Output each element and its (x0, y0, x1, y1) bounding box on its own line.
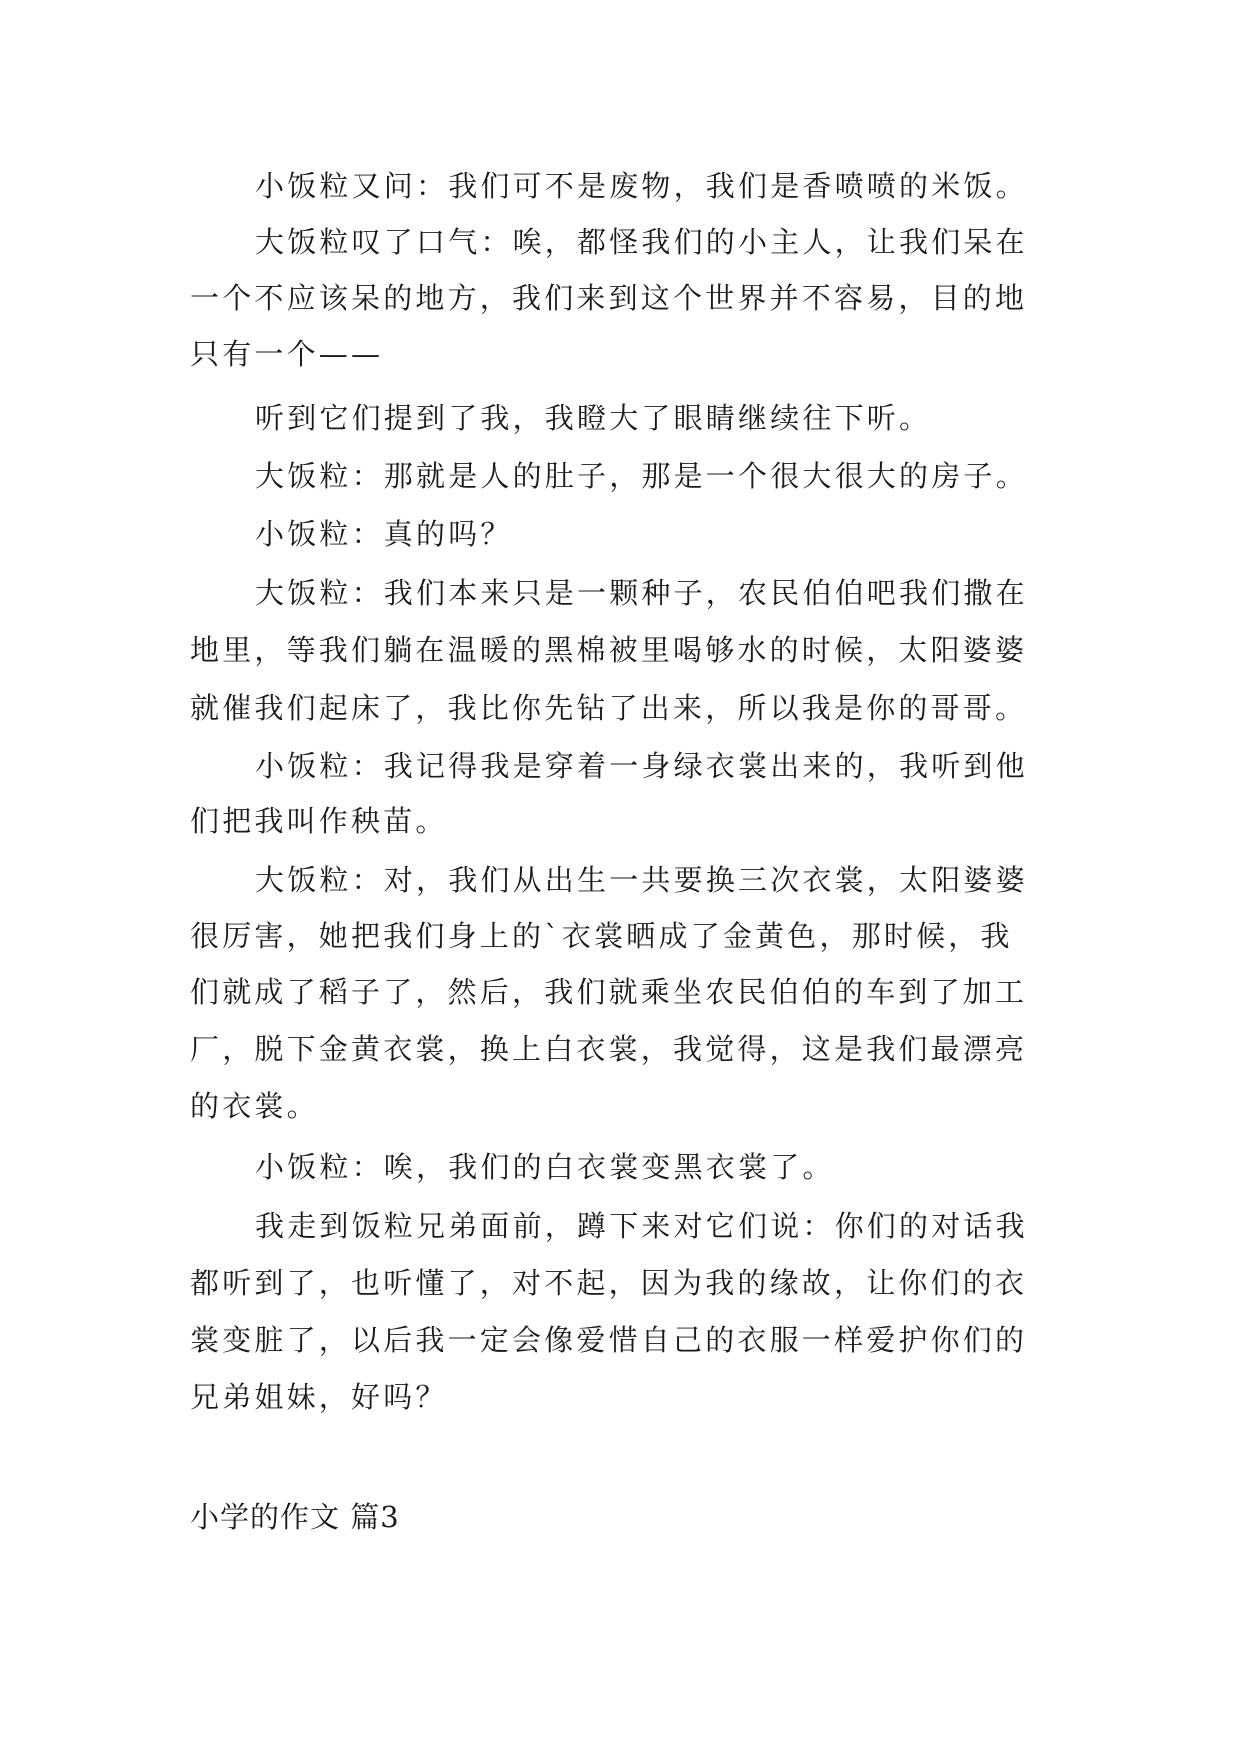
paragraph-line: 大饭粒：对，我们从出生一共要换三次衣裳，太阳婆婆 (255, 863, 1028, 897)
paragraph-line: 小饭粒：唉，我们的白衣裳变黑衣裳了。 (255, 1150, 835, 1184)
paragraph-line: 小饭粒：真的吗？ (255, 517, 513, 551)
paragraph-line: 大饭粒：我们本来只是一颗种子，农民伯伯吧我们撒在 (255, 576, 1028, 610)
paragraph-line: 只有一个—— (190, 337, 384, 371)
paragraph-line: 听到它们提到了我，我瞪大了眼睛继续往下听。 (255, 401, 932, 435)
paragraph-line: 的衣裳。 (190, 1089, 319, 1123)
paragraph-line: 都听到了，也听懂了，对不起，因为我的缘故，让你们的衣 (190, 1266, 1028, 1300)
paragraph-line: 厂，脱下金黄衣裳，换上白衣裳，我觉得，这是我们最漂亮 (190, 1032, 1028, 1066)
paragraph-line: 们就成了稻子了，然后，我们就乘坐农民伯伯的车到了加工 (190, 975, 1028, 1009)
paragraph-line: 小饭粒：我记得我是穿着一身绿衣裳出来的，我听到他 (255, 749, 1028, 783)
paragraph-line: 兄弟姐妹，好吗？ (190, 1380, 448, 1414)
paragraph-line: 裳变脏了，以后我一定会像爱惜自己的衣服一样爱护你们的 (190, 1323, 1028, 1357)
paragraph-line: 我走到饭粒兄弟面前，蹲下来对它们说：你们的对话我 (255, 1209, 1028, 1243)
paragraph-line: 就催我们起床了，我比你先钻了出来，所以我是你的哥哥。 (190, 691, 1028, 725)
paragraph-line: 一个不应该呆的地方，我们来到这个世界并不容易，目的地 (190, 281, 1028, 315)
paragraph-line: 们把我叫作秧苗。 (190, 804, 448, 838)
paragraph-line: 大饭粒：那就是人的肚子，那是一个很大很大的房子。 (255, 459, 1028, 493)
paragraph-line: 小饭粒又问：我们可不是废物，我们是香喷喷的米饭。 (255, 169, 1028, 203)
paragraph-line: 大饭粒叹了口气：唉，都怪我们的小主人，让我们呆在 (255, 225, 1028, 259)
paragraph-line: 地里，等我们躺在温暖的黑棉被里喝够水的时候，太阳婆婆 (190, 633, 1028, 667)
paragraph-line: 很厉害，她把我们身上的`衣裳晒成了金黄色，那时候，我 (190, 919, 1013, 953)
section-heading: 小学的作文 篇3 (190, 1500, 400, 1534)
